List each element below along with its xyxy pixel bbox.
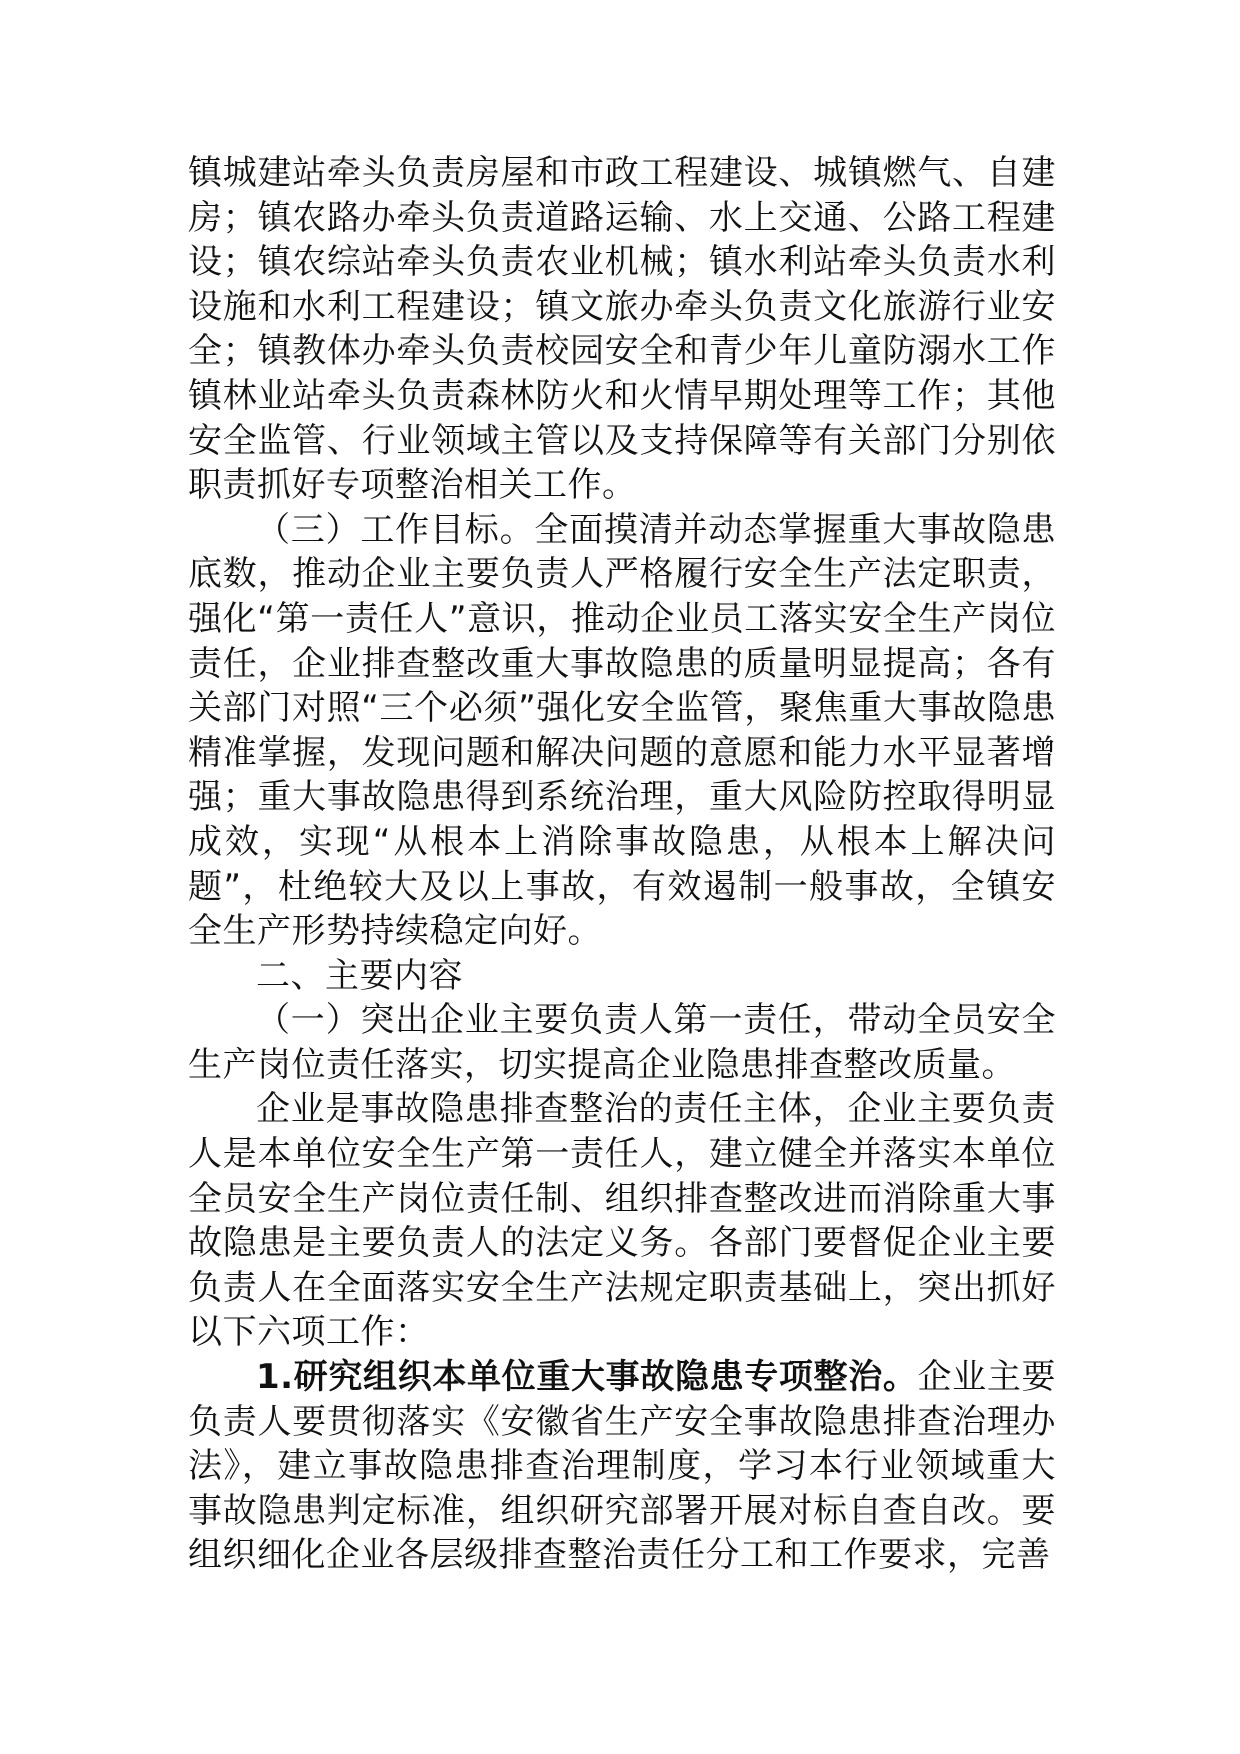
document-body [188, 151, 1056, 1578]
subsection-heading-1: （一）突出企业主要负责人第一责任，带动全员安全生产岗位责任落实，切实提高企业隐患排查整改质量。 [188, 1000, 1056, 1085]
paragraph-enterprise-responsibility: 企业是事故隐患排查整治的责任主体，企业主要负责人是本单位安全生产第一责任人，建立健全并落实本单位全员安全生产岗位责任制、组织排查整改进而消除重大事故隐患是主要负责人的法定义务。各部门要督促企业主要负责人在全面落实安全生产法规定职责基础上，突出抓好以下六项工作： [188, 1089, 1056, 1353]
section-heading-main-content: 二、主要内容 [256, 955, 463, 996]
paragraph-responsibilities: 镇城建站牵头负责房屋和市政工程建设、城镇燃气、自建房；镇农路办牵头负责道路运输、水上交通、公路工程建设；镇农综站牵头负责农业机械；镇水利站牵头负责水利设施和水利工程建设；镇文旅办牵头负责文化旅游行业安全；镇教体办牵头负责校园安全和青少年儿童防溺水工作镇林业站牵头负责森林防火和火情早期处理等工作；其他安全监管、行业领域主管以及支持保障等有关部门分别依职责抓好专项整治相关工作。 [188, 153, 1056, 506]
item-1-heading: 1.研究组织本单位重大事故隐患专项整治。 [256, 1357, 918, 1398]
paragraph-work-goals: （三）工作目标。全面摸清并动态掌握重大事故隐患底数，推动企业主要负责人严格履行安全生产法定职责，强化“第一责任人”意识，推动企业员工落实安全生产岗位责任，企业排查整改重大事故隐患的质量明显提高；各有关部门对照“三个必须”强化安全监管，聚焦重大事故隐患精准掌握，发现问题和解决问题的意愿和能力水平显著增强；重大事故隐患得到系统治理，重大风险防控取得明显成效，实现“从根本上消除事故隐患，从根本上解决问题”，杜绝较大及以上事故，有效遏制一般事故，全镇安全生产形势持续稳定向好。 [188, 509, 1056, 952]
paragraph-item-1 [188, 1355, 1056, 1578]
item-1-text: 企业主要负责人要贯彻落实《安徽省生产安全事故隐患排查治理办法》，建立事故隐患排查治理制度，学习本行业领域重大事故隐患判定标准，组织研究部署开展对标自查自改。要组织细化企业各层级排查整治责任分工和工作要求，完善 [188, 1357, 1056, 1576]
